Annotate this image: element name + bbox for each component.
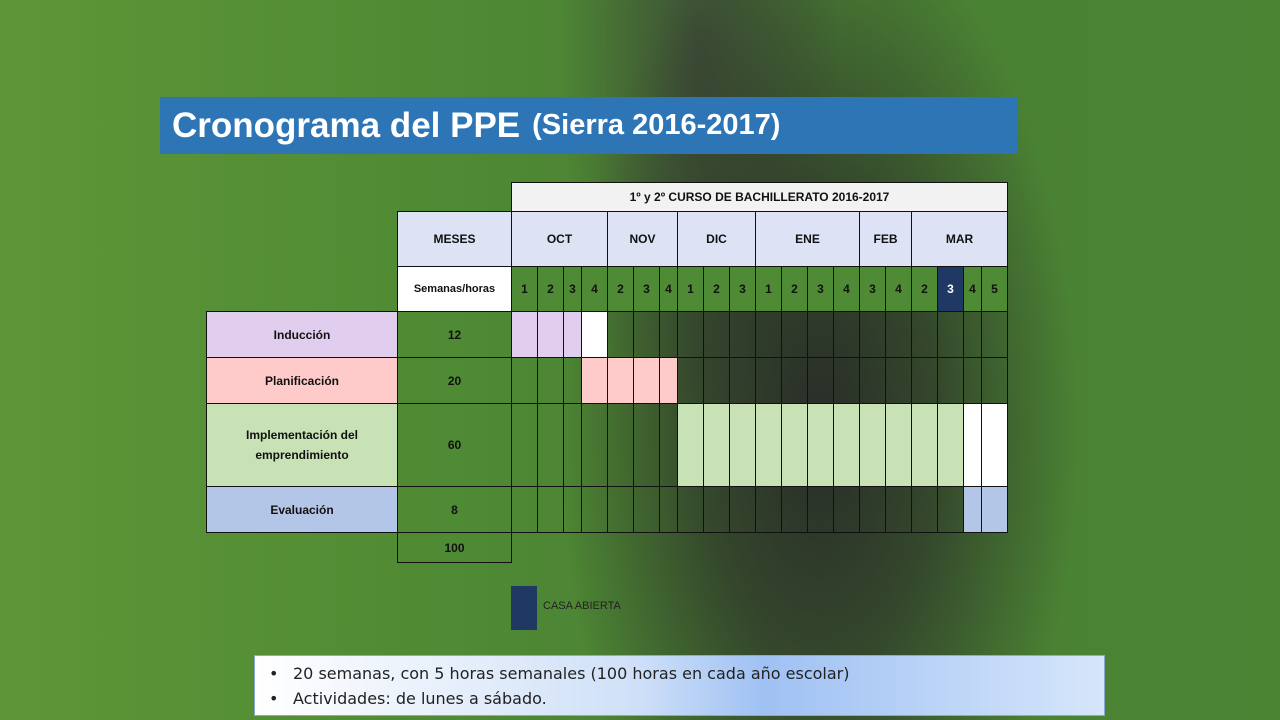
schedule-cell xyxy=(704,358,730,404)
schedule-cell xyxy=(678,404,704,487)
schedule-cell xyxy=(660,404,678,487)
schedule-cell xyxy=(582,358,608,404)
schedule-cell xyxy=(912,487,938,533)
schedule-cell xyxy=(860,487,886,533)
schedule-cell xyxy=(860,312,886,358)
month-feb: FEB xyxy=(860,212,912,267)
slide-subtitle: (Sierra 2016-2017) xyxy=(532,109,781,141)
activity-planificacion: Planificación xyxy=(207,358,398,404)
schedule-cell xyxy=(634,312,660,358)
week-cell: 2 xyxy=(704,267,730,312)
month-oct: OCT xyxy=(512,212,608,267)
schedule-cell xyxy=(678,358,704,404)
slide-title: Cronograma del PPE xyxy=(172,105,521,145)
schedule-cell xyxy=(582,312,608,358)
schedule-cell xyxy=(938,358,964,404)
week-cell: 2 xyxy=(912,267,938,312)
week-cell: 4 xyxy=(582,267,608,312)
schedule-cell xyxy=(678,312,704,358)
empty-corner xyxy=(207,533,398,563)
note-item: • 20 semanas, con 5 horas semanales (100 horas en cada año escolar) xyxy=(269,661,1104,686)
schedule-cell xyxy=(564,312,582,358)
months-label: MESES xyxy=(398,212,512,267)
schedule-cell xyxy=(938,487,964,533)
schedule-cell xyxy=(512,487,538,533)
schedule-cell xyxy=(834,358,860,404)
schedule-cell xyxy=(808,404,834,487)
schedule-cell xyxy=(660,312,678,358)
empty-corner xyxy=(207,212,398,267)
schedule-cell xyxy=(730,487,756,533)
month-mar: MAR xyxy=(912,212,1008,267)
schedule-cell xyxy=(834,404,860,487)
schedule-cell xyxy=(808,487,834,533)
schedule-cell xyxy=(660,358,678,404)
schedule-cell xyxy=(704,487,730,533)
schedule-cell xyxy=(912,312,938,358)
schedule-cell xyxy=(860,358,886,404)
week-cell: 2 xyxy=(782,267,808,312)
week-cell: 1 xyxy=(512,267,538,312)
schedule-cell xyxy=(782,404,808,487)
schedule-cell xyxy=(634,404,660,487)
hours-implementacion: 60 xyxy=(398,404,512,487)
course-header: 1º y 2º CURSO DE BACHILLERATO 2016-2017 xyxy=(512,183,1008,212)
schedule-cell xyxy=(886,312,912,358)
week-cell: 1 xyxy=(678,267,704,312)
empty-corner xyxy=(398,183,512,212)
activity-evaluacion: Evaluación xyxy=(207,487,398,533)
schedule-cell xyxy=(982,358,1008,404)
schedule-cell xyxy=(912,404,938,487)
hours-planificacion: 20 xyxy=(398,358,512,404)
schedule-cell xyxy=(808,312,834,358)
week-cell: 4 xyxy=(660,267,678,312)
week-cell: 2 xyxy=(608,267,634,312)
schedule-cell xyxy=(538,358,564,404)
schedule-cell xyxy=(982,312,1008,358)
schedule-cell xyxy=(982,487,1008,533)
schedule-cell xyxy=(608,312,634,358)
schedule-cell xyxy=(886,404,912,487)
schedule-cell xyxy=(564,358,582,404)
schedule-cell xyxy=(964,404,982,487)
schedule-cell xyxy=(564,404,582,487)
casa-abierta-swatch xyxy=(511,586,537,630)
schedule-cell xyxy=(608,487,634,533)
schedule-cell xyxy=(704,404,730,487)
schedule-cell xyxy=(756,358,782,404)
hours-evaluacion: 8 xyxy=(398,487,512,533)
schedule-cell xyxy=(782,312,808,358)
week-cell: 3 xyxy=(634,267,660,312)
week-cell: 1 xyxy=(756,267,782,312)
schedule-cell xyxy=(756,404,782,487)
note-item: • Actividades: de lunes a sábado. xyxy=(269,686,1104,711)
schedule-cell xyxy=(678,487,704,533)
activity-induccion: Inducción xyxy=(207,312,398,358)
schedule-cell xyxy=(730,404,756,487)
schedule-cell xyxy=(834,487,860,533)
schedule-cell xyxy=(938,312,964,358)
schedule-cell xyxy=(964,358,982,404)
notes-box xyxy=(254,655,1105,716)
week-cell: 2 xyxy=(538,267,564,312)
month-nov: NOV xyxy=(608,212,678,267)
schedule-cell xyxy=(834,312,860,358)
week-cell: 3 xyxy=(860,267,886,312)
schedule-cell xyxy=(756,487,782,533)
activity-implementacion: Implementación del emprendimiento xyxy=(207,404,398,487)
schedule-cell xyxy=(730,358,756,404)
schedule-cell xyxy=(704,312,730,358)
schedule-cell xyxy=(938,404,964,487)
schedule-cell xyxy=(634,487,660,533)
schedule-cell xyxy=(660,487,678,533)
week-cell: 4 xyxy=(964,267,982,312)
total-hours: 100 xyxy=(398,533,512,563)
week-cell: 3 xyxy=(808,267,834,312)
schedule-cell xyxy=(538,487,564,533)
schedule-cell xyxy=(512,404,538,487)
schedule-table xyxy=(206,182,1008,563)
week-cell: 4 xyxy=(886,267,912,312)
weeks-label: Semanas/horas xyxy=(398,267,512,312)
schedule-cell xyxy=(582,487,608,533)
hours-induccion: 12 xyxy=(398,312,512,358)
schedule-cell xyxy=(782,358,808,404)
month-ene: ENE xyxy=(756,212,860,267)
schedule-cell xyxy=(964,312,982,358)
empty-corner xyxy=(207,183,398,212)
casa-abierta-label: CASA ABIERTA xyxy=(543,600,621,612)
schedule-cell xyxy=(582,404,608,487)
schedule-cell xyxy=(982,404,1008,487)
schedule-cell xyxy=(782,487,808,533)
schedule-cell xyxy=(912,358,938,404)
schedule-cell xyxy=(860,404,886,487)
week-cell: 3 xyxy=(564,267,582,312)
week-cell: 3 xyxy=(730,267,756,312)
week-cell: 3 xyxy=(938,267,964,312)
schedule-cell xyxy=(564,487,582,533)
schedule-cell xyxy=(512,312,538,358)
empty-corner xyxy=(207,267,398,312)
schedule-cell xyxy=(608,358,634,404)
week-cell: 4 xyxy=(834,267,860,312)
week-cell: 5 xyxy=(982,267,1008,312)
schedule-cell xyxy=(512,358,538,404)
slide-title-bar xyxy=(160,97,1018,154)
schedule-cell xyxy=(808,358,834,404)
schedule-cell xyxy=(886,358,912,404)
month-dic: DIC xyxy=(678,212,756,267)
schedule-cell xyxy=(538,312,564,358)
schedule-cell xyxy=(964,487,982,533)
schedule-cell xyxy=(730,312,756,358)
schedule-cell xyxy=(634,358,660,404)
schedule-cell xyxy=(538,404,564,487)
schedule-cell xyxy=(886,487,912,533)
schedule-cell xyxy=(608,404,634,487)
schedule-cell xyxy=(756,312,782,358)
